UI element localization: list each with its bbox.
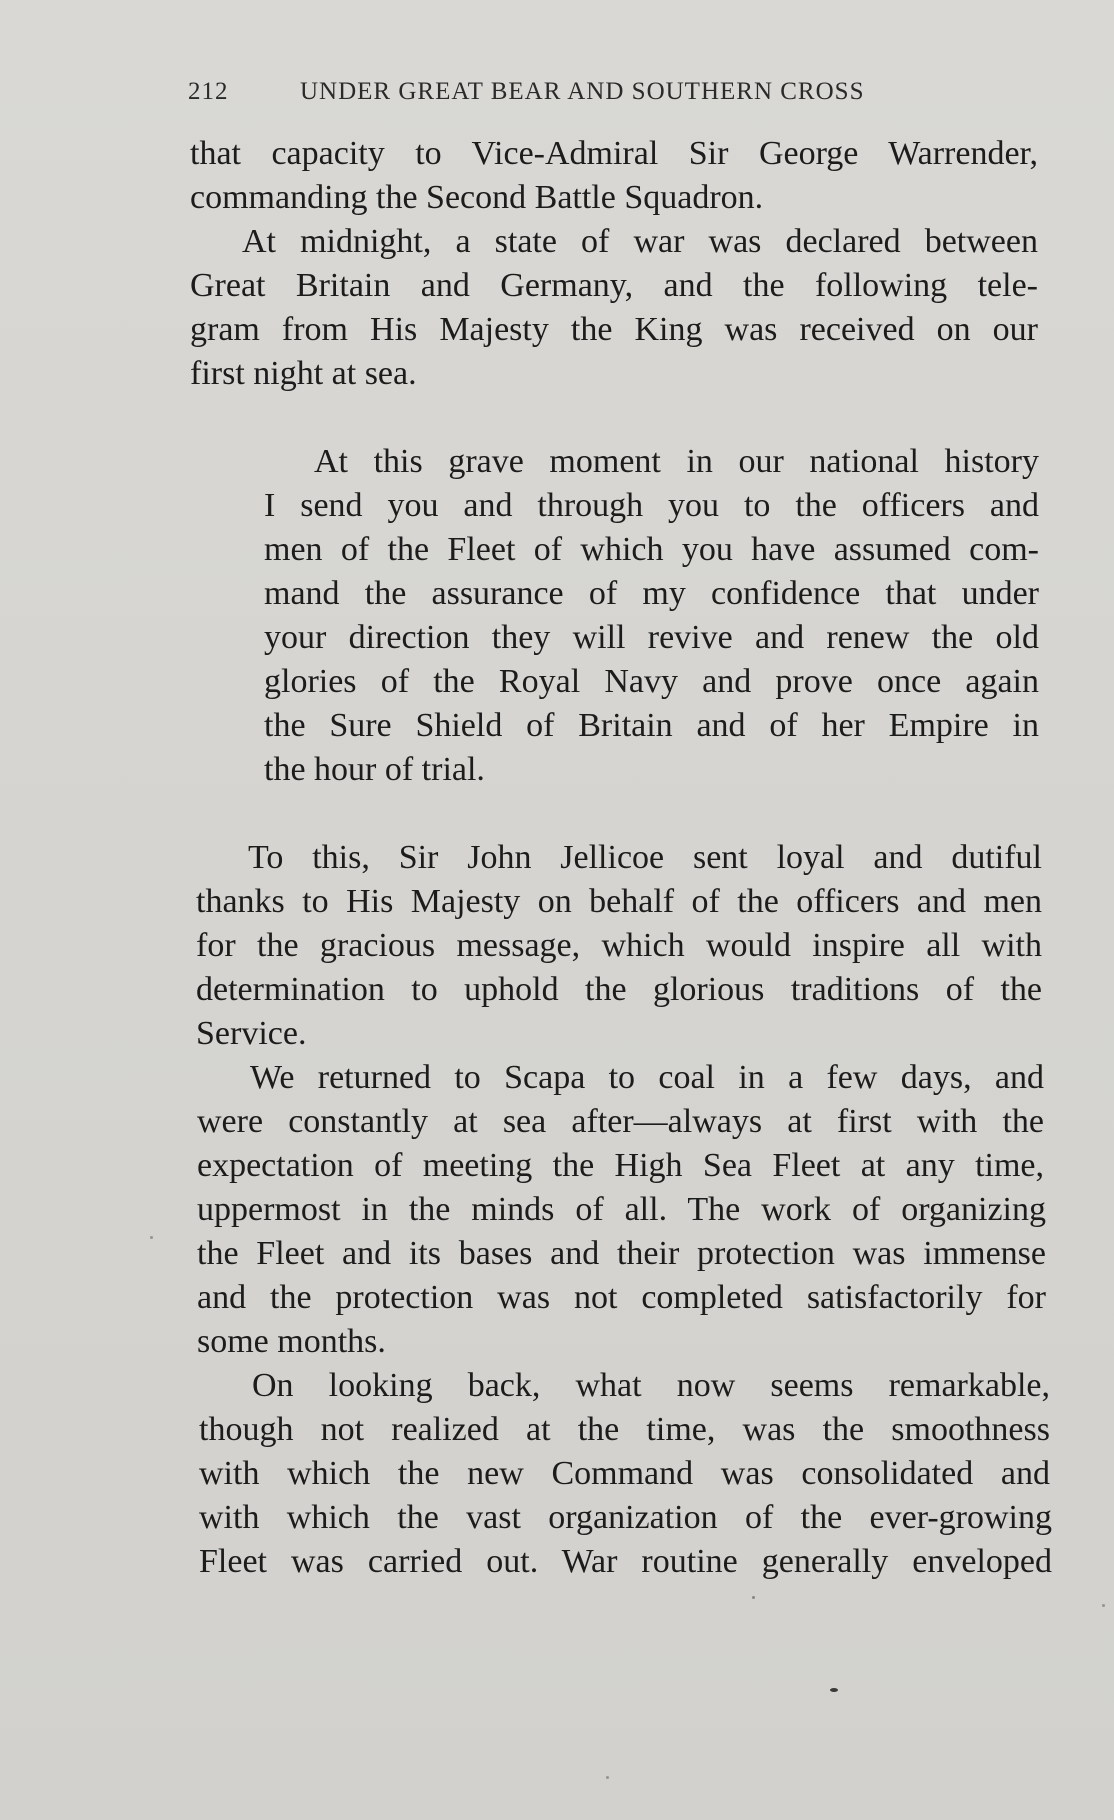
running-head [188,78,928,114]
quote-line: glories of the Royal Navy and prove once again [264,663,1039,700]
quote-line: At this grave moment in our national history [314,443,1039,480]
text-line: that capacity to Vice-Admiral Sir George Warrender, [190,135,1038,172]
quote-line: your direction they will revive and renew the old [264,619,1039,656]
text-line: with which the vast organization of the ever-growing [199,1499,1052,1536]
text-line: Service. [196,1015,307,1052]
quote-line: the Sure Shield of Britain and of her Empire in [264,707,1039,744]
text-line: gram from His Majesty the King was received on our [190,311,1038,348]
quote-line: men of the Fleet of which you have assumed com- [264,531,1039,568]
text-line: thanks to His Majesty on behalf of the officers and men [196,883,1042,920]
text-line: first night at sea. [190,355,417,392]
page-number: 212 [188,78,229,105]
quote-line: the hour of trial. [264,751,485,788]
paper-speck [150,1236,153,1239]
text-line: for the gracious message, which would inspire all with [196,927,1042,964]
text-line: Great Britain and Germany, and the following tele- [190,267,1038,304]
paper-speck [752,1596,755,1599]
quote-line: I send you and through you to the officers and [264,487,1039,524]
text-line: We returned to Scapa to coal in a few days, and [250,1059,1044,1096]
text-line: To this, Sir John Jellicoe sent loyal and dutiful [248,839,1042,876]
text-line: commanding the Second Battle Squadron. [190,179,764,216]
text-line: though not realized at the time, was the smoothness [199,1411,1050,1448]
text-line: At midnight, a state of war was declared between [242,223,1038,260]
text-line: On looking back, what now seems remarkable, [252,1367,1050,1404]
text-line: expectation of meeting the High Sea Fleet at any time, [197,1147,1044,1184]
paper-speck [1102,1604,1105,1607]
text-line: determination to uphold the glorious traditions of the [196,971,1042,1008]
paper-speck [830,1688,838,1692]
text-line: with which the new Command was consolidated and [199,1455,1050,1492]
text-line: uppermost in the minds of all. The work of organizing [197,1191,1046,1228]
quote-line: mand the assurance of my confidence that under [264,575,1039,612]
text-line: were constantly at sea after—always at first with the [197,1103,1044,1140]
running-title: UNDER GREAT BEAR AND SOUTHERN CROSS [300,78,865,105]
text-line: the Fleet and its bases and their protection was immense [197,1235,1046,1272]
text-line: some months. [197,1323,386,1360]
paper-speck [606,1776,609,1779]
text-line: Fleet was carried out. War routine generally enveloped [199,1543,1052,1580]
text-line: and the protection was not completed satisfactorily for [197,1279,1046,1316]
